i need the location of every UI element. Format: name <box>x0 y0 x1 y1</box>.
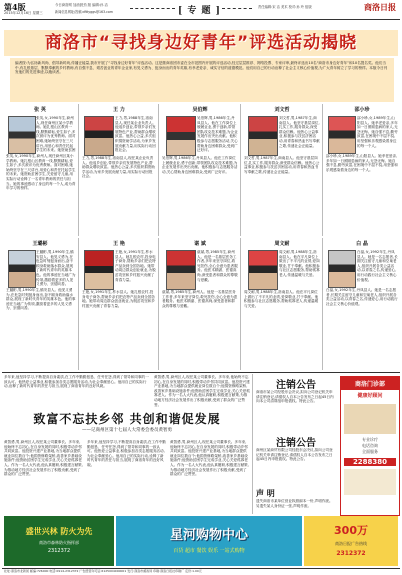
editor-line-left: 今日商洛网 加油鼓劲 版 编辑:孙 洁 <box>55 3 108 7</box>
profile-text-top: 王璐彬,男,1990年生,镇安县人。他见义勇为,在危急时刻挺身而出,奋不顾身救助落水群众,展现了新时代青年的英雄本色。他的事迹在当地广为传颂,激励着更多的人见义勇为、崇德向善。 <box>36 250 76 286</box>
profile-photo <box>248 116 278 156</box>
ad-title: 300万 <box>334 524 368 537</box>
feature-banner <box>4 410 250 438</box>
profile-name: 邵小珍 <box>354 107 370 113</box>
column-divider <box>322 238 323 370</box>
ad-subtitle: 商洛市森林防火指挥部 <box>39 540 79 545</box>
profile-text-top: 王艳,女,1991年生,柞水县人。她扎根农村,投身电子商务,帮助乡亲们把农特产品卖到全国各地。她带动周边群众创业就业,为脱贫攻坚和乡村振兴贡献了青春力量。 <box>115 250 156 282</box>
profile-photo <box>166 116 196 156</box>
ad-phone: 2312372 <box>336 550 366 557</box>
profile-card <box>326 238 398 370</box>
notices-column <box>256 376 336 514</box>
intro-text: 编者按:为弘扬新风尚、倡导新时尚,传播正能量,我市开展了“寻找身边好青年”评选活动。这是继商洛团市委在全市范围内开展的评选活动,经过层层推荐、网络投票、专家评审,最终评选出10名“商洛市身边好青年”和10名提名奖。他们当中,有扎根基层、默默奉献的乡村教师,有自强不息、艰苦创业的青年企业家,有见义勇为、挺身而出的青年英雄,有孝老爱亲、诚实守信的道德模范。他们用自己的行动诠释了社会主义核心价值观,为广大青年树立了学习的榜样。本版今日刊发他们的先进事迹,以飨读者。 <box>15 61 388 75</box>
ad-phone: 2288380 <box>344 458 396 466</box>
page-footer: 社址:商洛市北新街 邮编:726000 电话:0914-2312372 广告经营许可证:6125004000001 发行:商洛市邮政局 印刷:商洛日报社印刷厂 定价:1.00元 <box>4 569 202 573</box>
column-divider <box>240 238 241 370</box>
column-divider <box>322 104 323 236</box>
profile-text-top: 谌斌,男,1985年生,商州人。他是一名基层医务工作者,多年来坚守岗位,救死扶伤,全心全意为患者服务。他医术精湛、医德高尚,深受患者和群众的尊敬与爱戴。 <box>197 250 238 282</box>
profile-card <box>4 238 76 370</box>
profiles-row-2 <box>4 238 398 370</box>
profile-text-top: 张英,女,1990年生,商州人,现任商州区某小学教师。她扎根山区教育一线,默默耕耘,爱生如子,多次被评为优秀教师。面对困难,她始终坚守在三尺讲台,用爱心和责任托起学生的未来。她资助贫困 <box>36 116 76 152</box>
notice-title: 声 明 <box>256 489 275 498</box>
headline: 商洛市“寻找身边好青年”评选活动揭晓 <box>44 33 358 53</box>
notice-text: 商洛市某公司经股东会决议,拟向公司登记机关申请注销登记,请债权人自本公告发布之日起45日内向本公司清算组申报债权。特此公告。 <box>256 390 334 404</box>
column-divider <box>158 238 159 370</box>
profile-text-top: 邵小珍,女,1989年生,山阳县人。她孝老爱亲,多年如一日照顾患病的家人,无怨无悔。她自强不息,勤劳致富,在困境中不屈不挠,用坚强和乐观感染着身边的每一个人。 <box>357 116 398 148</box>
profile-text: 白晶,女,1992年生,丹凤县人。她是一名志愿者,长期关注留守儿童和空巢老人,组织开展各类公益活动,以青春之名,传递爱心,用行动践行社会主义核心价值观。 <box>326 288 398 306</box>
column-divider <box>78 104 79 236</box>
notice-text: 商州区某商贸有限公司经股东会决议,拟向公司登记机关申请注销登记,请债权人自本公告发布之日起45日内申报债权。特此公告。 <box>256 448 333 462</box>
profile-card <box>162 238 238 370</box>
profile-text: 周文耐,男,1988年生,洛南县人。他在平凡岗位上做出了不平凡的业绩,爱岗敬业,甘于奉献。他积极参与社区志愿服务,帮助孤寡老人,传递温暖与关爱。 <box>244 290 319 308</box>
ad-title: 商洛门诊部 <box>341 377 399 390</box>
clinic-ad[interactable] <box>340 376 400 516</box>
profile-name: 周文耐 <box>274 241 290 247</box>
page-header <box>0 0 402 18</box>
advertising-ad[interactable] <box>304 516 398 566</box>
profiles-row-1 <box>4 104 398 236</box>
profile-name: 白 晶 <box>356 241 368 247</box>
profile-text: 王艳,女,1991年生,柞水县人。她扎根农村,投身电子商务,帮助乡亲们把农特产品卖到全国各地。她带动周边群众创业就业,为脱贫攻坚和乡村振兴贡献了青春力量。 <box>82 290 156 308</box>
profile-text-top: 吴伯辉,男,1986年生,丹凤县人。他在工作岗位上兢兢业业,勇于创新,带领团队攻克技术难题,为企业发展作出突出贡献。他积极参与志愿服务活动,关心帮助身边困难群众,受到广泛好评。 <box>197 116 238 153</box>
ad-item: 全面服务 <box>362 449 378 454</box>
notice-title: 注销公告 <box>276 438 316 449</box>
ad-image <box>344 469 396 495</box>
profile-photo <box>328 116 356 154</box>
page-date: 2015年12月16日 星期三 <box>4 11 43 15</box>
shopping-center-ad[interactable] <box>116 516 302 566</box>
profile-name: 谌 斌 <box>194 241 206 247</box>
ad-title: 星河购物中心 <box>169 528 248 543</box>
profile-text: 吴伯辉,男,1986年生,丹凤县人。他在工作岗位上兢兢业业,勇于创新,带领团队攻克技术难题,为企业发展作出突出贡献。他积极参与志愿服务活动,关心帮助身边困难群众,受到广泛好评。 <box>162 156 238 174</box>
profile-card <box>4 104 76 236</box>
profile-name: 王璐彬 <box>32 241 48 247</box>
fire-prevention-ad[interactable] <box>4 516 114 566</box>
profile-text: 王力,男,1988年生,洛南县人,现任某企业负责人。他返乡创业,带领乡亲们发展特色产业,帮助群众增收致富。他热心公益,多次组织捐资助学活动,为家乡发展贡献力量,用实际行动回报社会。 <box>82 156 156 179</box>
intro-box <box>10 58 394 102</box>
profile-text-top: 周文耐,男,1988年生,洛南县人。他在平凡岗位上做出了不平凡的业绩,爱岗敬业,甘于奉献。他积极参与社区志愿服务,帮助孤寡老人,传递温暖与关爱。 <box>279 250 320 277</box>
page-number: 第4版 <box>4 2 26 12</box>
header-divider-left <box>130 8 175 9</box>
profile-text-top: 王力,男,1988年生,洛南县人,现任某企业负责人。他返乡创业,带领乡亲们发展特色产业,帮助群众增收致富。他热心公益,多次组织捐资助学活动,为家乡发展贡献力量,用实际行动回报社会。 <box>115 116 156 153</box>
section-title: [ 专 题 ] <box>178 6 221 16</box>
profile-photo <box>166 250 196 290</box>
article-continuation-left: 多年来,他坚持学习,不断提高自身素质,在工作中勤勤恳恳、任劳任怨,得到了领导和同事的一致认可。他热爱公益事业,积极参加各类志愿服务活动,为社会奉献爱心。他用自己的实际行动,诠释了新时代青年的责任与担当,展现了商洛青年的良好风貌。 <box>4 375 149 389</box>
column-divider <box>78 238 79 370</box>
profile-card <box>82 238 156 370</box>
ad-image <box>344 404 396 434</box>
article-column: 黄智勇,男,商州区人,现任某公司董事长。多年来,他始终不忘初心,在自身发展的同时,积极带动乡邻共同致富。他投资兴建产业基地,为当地群众提供就业岗位数百个;他捐资修路架桥,改善家乡基础设施条件;他资助贫困学生完成学业,关心关爱孤寡老人。作为一名人大代表,他认真履职,积极建言献策,为推动地方经济社会发展作出了积极贡献,受到了群众的广泛赞誉。 <box>170 440 249 477</box>
article-column: 多年来,他坚持学习,不断提高自身素质,在工作中勤勤恳恳、任劳任怨,得到了领导和同事的一致认可。他热爱公益事业,积极参加各类志愿服务活动,为社会奉献爱心。他用自己的实际行动,诠释了新时代青年的责任与担当,展现了商洛青年的良好风貌。 <box>87 440 166 467</box>
banner-title: 致富不忘扶乡邻 共创和谐促发展 <box>33 412 221 426</box>
column-divider <box>252 374 253 514</box>
section-rule <box>2 372 400 373</box>
profile-name: 王 力 <box>113 107 125 113</box>
newspaper-logo: 商洛日报 <box>364 2 396 12</box>
profile-photo <box>8 250 36 288</box>
profile-name: 吴伯辉 <box>192 107 208 113</box>
ad-subtitle: 健康好顾问 <box>357 393 383 399</box>
profile-text-top: 刘文哲,男,1987年生,商南县人。他坚守基层岗位,扎实工作,服务群众,深受群众信赖。他热心公益事业,积极参与扶贫济困活动,用青春和热血书写奉献之歌,传递社会正能量。 <box>279 116 320 148</box>
ad-phone: 2312372 <box>47 548 71 554</box>
profile-photo <box>84 250 114 290</box>
column-divider <box>158 104 159 236</box>
header-rule <box>2 19 400 20</box>
profile-text: 张英,女,1990年生,商州人,现任商州区某小学教师。她扎根山区教育一线,默默耕耘,爱生如子,多次被评为优秀教师。面对困难,她始终坚守在三尺讲台,用爱心和责任托起学生的未来。她资助贫困学生,关爱留守儿童,用实际行动诠释了一名青年教师的责任与担当。她的事迹感动了身边的每一个人,成为青年学习的榜样。 <box>6 154 76 191</box>
profile-card <box>244 238 320 370</box>
ad-title: 盛世兴林 防火为先 <box>25 527 93 536</box>
feature-article <box>4 440 250 514</box>
profile-text: 王璐彬,男,1990年生,镇安县人。他见义勇为,在危急时刻挺身而出,奋不顾身救助落水群众,展现了新时代青年的英雄本色。他的事迹在当地广为传颂,激励着更多的人见义勇为、崇德向善。 <box>6 288 76 311</box>
profile-name: 刘文哲 <box>274 107 290 113</box>
article-column: 黄智勇,男,商州区人,现任某公司董事长。多年来,他始终不忘初心,在自身发展的同时,积极带动乡邻共同致富。他投资兴建产业基地,为当地群众提供就业岗位数百个;他捐资修路架桥,改善家乡基础设施条件;他资助贫困学生完成学业,关心关爱孤寡老人。作为一名人大代表,他认真履职,积极建言献策,为推动地方经济社会发展作出了积极贡献,受到了群众的广泛赞誉。 <box>4 440 83 477</box>
profile-photo <box>328 250 356 288</box>
notice-title: 注销公告 <box>276 380 316 391</box>
ad-subtitle: 商洛日报广告热线 <box>335 541 367 546</box>
ad-item: 电话咨询 <box>362 443 378 448</box>
profile-card <box>82 104 156 236</box>
profile-card <box>244 104 320 236</box>
article-continuation-right: 黄智勇,男,商州区人,现任某公司董事长。多年来,他始终不忘初心,在自身发展的同时,积极带动乡邻共同致富。他投资兴建产业基地,为当地群众提供就业岗位数百个;他捐资修路架桥,改善家乡基础设施条件;他资助贫困学生完成学业,关心关爱孤寡老人。作为一名人大代表,他认真履职,积极建言献策,为推动地方经济社会发展作出了积极贡献,受到了群众的广泛赞誉。 <box>154 375 250 407</box>
profile-text-top: 白晶,女,1992年生,丹凤县人。她是一名志愿者,长期关注留守儿童和空巢老人,组织开展各类公益活动,以青春之名,传递爱心,用行动践行社会主义核心价值观。 <box>357 250 398 282</box>
notice-text: 遗失商洛市某单位营业执照副本一份,声明作废。另遗失某人身份证一张,声明作废。 <box>256 499 333 508</box>
profile-photo <box>8 116 36 154</box>
profile-name: 王 艳 <box>113 241 125 247</box>
editor-line-right: 责任编辑:宋 洁 美术 校对:孙 玲 组版 <box>258 5 312 9</box>
profile-card <box>326 104 398 236</box>
contact-email: 新闻信息网址/投稿:dfttyggs@163.com <box>55 10 113 14</box>
banner-subtitle: ——记商州区第十七届人大常委会委员黄智勇 <box>82 428 172 433</box>
column-divider <box>240 104 241 236</box>
ad-item: 专业诊疗 <box>362 437 378 442</box>
profile-name: 张 英 <box>34 107 46 113</box>
header-divider-right <box>222 8 252 9</box>
ad-subtitle: 百货 超市 餐饮 娱乐 一站式购物 <box>173 548 245 554</box>
profile-text: 邵小珍,女,1989年生,山阳县人。她孝老爱亲,多年如一日照顾患病的家人,无怨无悔。她自强不息,勤劳致富,在困境中不屈不挠,用坚强和乐观感染着身边的每一个人。 <box>326 154 398 172</box>
profile-text: 刘文哲,男,1987年生,商南县人。他坚守基层岗位,扎实工作,服务群众,深受群众信赖。他热心公益事业,积极参与扶贫济困活动,用青春和热血书写奉献之歌,传递社会正能量。 <box>244 156 320 174</box>
profile-text: 谌斌,男,1985年生,商州人。他是一名基层医务工作者,多年来坚守岗位,救死扶伤,全心全意为患者服务。他医术精湛、医德高尚,深受患者和群众的尊敬与爱戴。 <box>162 290 238 308</box>
profile-photo <box>84 116 114 156</box>
profile-photo <box>248 250 278 290</box>
profile-card <box>162 104 238 236</box>
headline-box <box>4 30 398 56</box>
